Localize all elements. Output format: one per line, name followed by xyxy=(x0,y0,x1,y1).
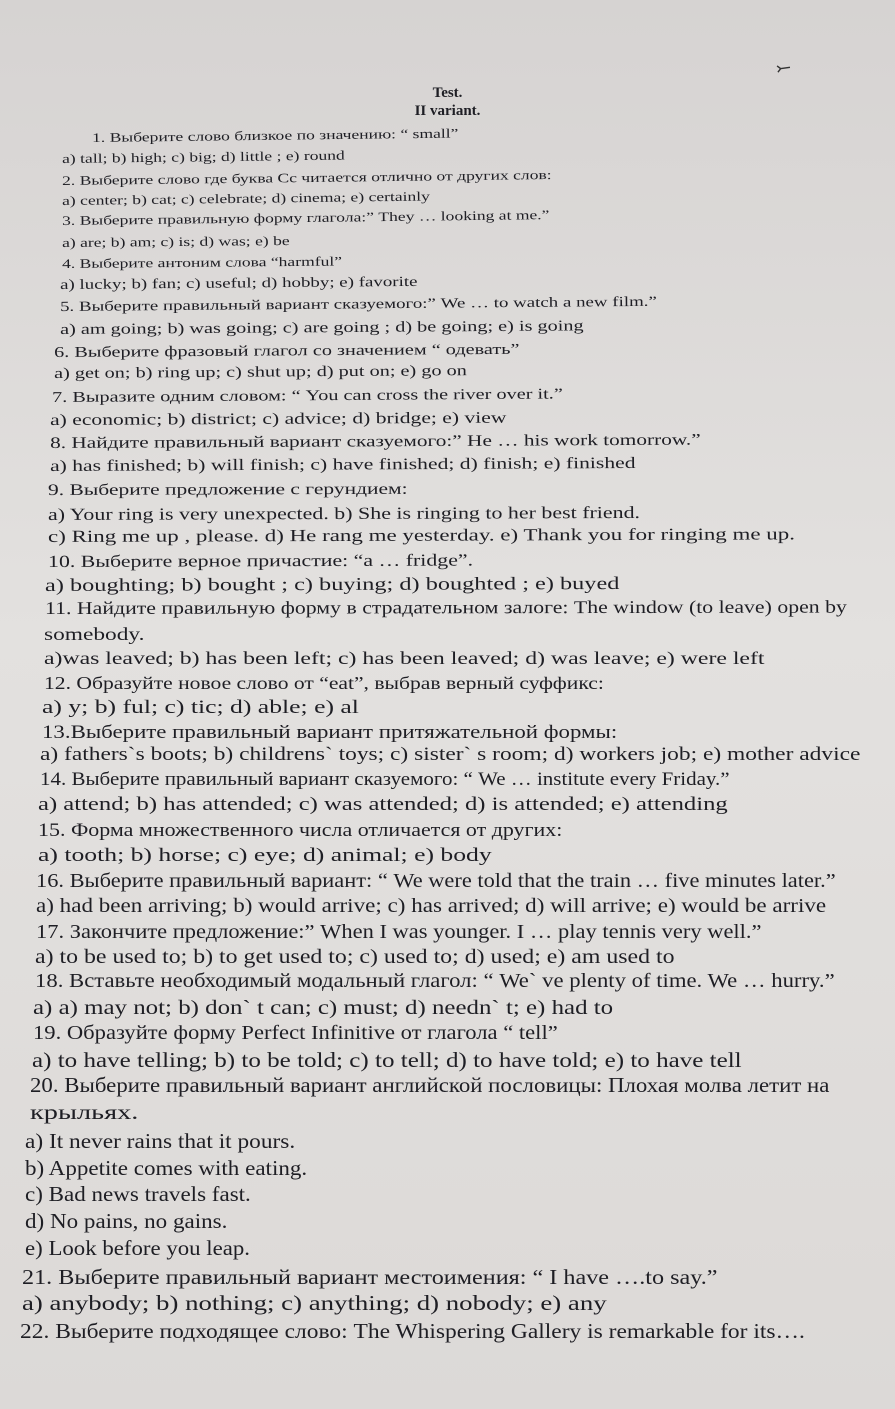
text-line: a) has finished; b) will finish; c) have finished; d) finish; e) finished xyxy=(50,454,636,475)
text-line: 22. Выберите подходящее слово: The Whispering Gallery is remarkable for its…. xyxy=(20,1319,805,1343)
text-line: 8. Найдите правильный вариант сказуемого:” He … his work tomorrow.” xyxy=(50,431,701,452)
variant-label: II variant. xyxy=(414,103,481,119)
text-line: a) center; b) cat; c) celebrate; d) cinema; e) certainly xyxy=(62,188,430,208)
text-line: a) fathers`s boots; b) childrens` toys; c) sister` s room; d) workers job; e) mother advice xyxy=(40,744,861,765)
text-line: e) Look before you leap. xyxy=(25,1236,251,1260)
text-line: 17. Закончите предложение:” When I was younger. I … play tennis very well.” xyxy=(36,921,762,943)
text-line: somebody. xyxy=(44,624,145,644)
text-line: a) boughting; b) bought ; c) buying; d) boughted ; e) buyed xyxy=(45,572,620,595)
text-line: 5. Выберите правильный вариант сказуемого:” We … to watch a new film.” xyxy=(60,294,657,315)
text-line: a) tooth; b) horse; c) eye; d) animal; e) body xyxy=(38,845,492,866)
text-line: 10. Выберите верное причастие: “a … fridge”. xyxy=(48,550,474,571)
text-line: a) tall; b) high; c) big; d) little ; e) round xyxy=(62,147,345,166)
text-line: a) attend; b) has attended; c) was attended; d) is attended; e) attending xyxy=(38,794,728,815)
sheet-header xyxy=(0,84,895,120)
pen-mark-icon: ⤚ xyxy=(774,57,793,79)
test-title: Test. xyxy=(432,85,463,101)
text-line: 21. Выберите правильный вариант местоимения: “ I have ….to say.” xyxy=(22,1265,718,1289)
text-line: a) economic; b) district; c) advice; d) bridge; e) view xyxy=(50,409,507,429)
text-line: 16. Выберите правильный вариант: “ We were told that the train … five minutes later.” xyxy=(36,870,836,892)
text-line: a) a) may not; b) don` t can; c) must; d) needn` t; e) had to xyxy=(33,997,614,1019)
text-line: 11. Найдите правильную форму в страдательном залоге: The window (to leave) open by xyxy=(45,596,847,618)
text-line: a) get on; b) ring up; c) shut up; d) put on; e) go on xyxy=(54,363,467,382)
text-line: 19. Образуйте форму Perfect Infinitive от глагола “ tell” xyxy=(33,1022,558,1044)
text-line: 9. Выберите предложение с герундием: xyxy=(48,480,408,499)
text-line: a) to have telling; b) to be told; c) to tell; d) to have told; e) to have tell xyxy=(32,1048,742,1072)
text-line: a)was leaved; b) has been left; c) has been leaved; d) was leave; e) were left xyxy=(44,648,765,668)
text-line: крыльях. xyxy=(30,1100,139,1124)
text-line: a) had been arriving; b) would arrive; c) has arrived; d) will arrive; e) would be arrive xyxy=(36,895,827,917)
text-line: 14. Выберите правильный вариант сказуемого: “ We … institute every Friday.” xyxy=(40,769,730,790)
text-line: 7. Выразите одним словом: “ You can cross the river over it.” xyxy=(52,386,563,406)
text-line: a) lucky; b) fan; c) useful; d) hobby; e) favorite xyxy=(60,274,418,293)
text-line: 20. Выберите правильный вариант английской пословицы: Плохая молва летит на xyxy=(30,1073,830,1097)
text-line: 1. Выберите слово близкое по значению: “ small” xyxy=(92,125,459,145)
text-line: 12. Образуйте новое слово от “eat”, выбрав верный суффикс: xyxy=(44,673,604,693)
text-line: c) Ring me up , please. d) He rang me yesterday. e) Thank you for ringing me up. xyxy=(48,524,795,546)
text-line: a) Your ring is very unexpected. b) She is ringing to her best friend. xyxy=(48,502,641,524)
text-line: a) am going; b) was going; c) are going ; d) be going; e) is going xyxy=(60,318,584,338)
text-line: a) anybody; b) nothing; c) anything; d) nobody; e) any xyxy=(22,1291,607,1315)
text-line: 4. Выберите антоним слова “harmful” xyxy=(62,253,343,271)
text-line: 13.Выберите правильный вариант притяжательной формы: xyxy=(42,722,618,743)
text-line: 15. Форма множественного числа отличается от других: xyxy=(38,820,563,841)
text-line: a) y; b) ful; c) tic; d) able; e) al xyxy=(42,697,359,718)
text-line: 18. Вставьте необходимый модальный глагол: “ We` ve plenty of time. We … hurry.” xyxy=(35,970,835,992)
text-line: 2. Выберите слово где буква Cc читается отлично от других слов: xyxy=(62,167,552,188)
text-line: b) Appetite comes with eating. xyxy=(25,1156,308,1180)
text-line: c) Bad news travels fast. xyxy=(25,1182,251,1206)
text-line: a) are; b) am; c) is; d) was; e) be xyxy=(62,233,290,250)
text-line: 6. Выберите фразовый глагол со значением “ одевать” xyxy=(54,341,520,361)
text-line: a) to be used to; b) to get used to; c) used to; d) used; e) am used to xyxy=(35,946,675,968)
text-line: a) It never rains that it pours. xyxy=(25,1129,296,1153)
text-line: 3. Выберите правильную форму глагола:” They … looking at me.” xyxy=(62,207,550,228)
text-line: d) No pains, no gains. xyxy=(25,1209,228,1233)
